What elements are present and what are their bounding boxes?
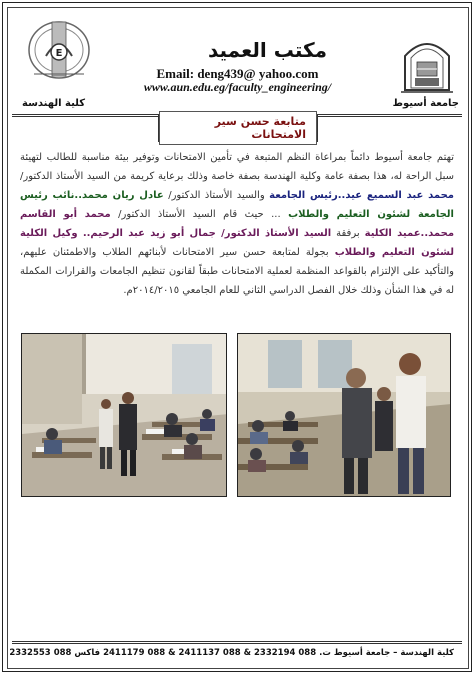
exam-hall-photo-left	[21, 333, 227, 497]
footer-divider	[12, 641, 462, 644]
footer-contact: كلية الهندسة – جامعة أسيوط ت. 088 2332194 & 088 2411137 & 088 2411179 فاكس 088 2332553	[9, 648, 454, 658]
article-text-3: ... حيث قام السيد الأستاذ الدكتور/	[110, 209, 289, 220]
office-title: مكتب العميد	[207, 38, 328, 62]
faculty-label: كلية الهندسة	[22, 98, 86, 109]
article-text-1: تهتم جامعة أسيوط دائماً بمراعاة النظم المتبعة في تأمين الامتحانات وتوفير بيئة مناسبة للطالب لتهيئة سبل الراحة له، هذا بصفة عامة وكلية الهندسة بصفة خاصة وذلك برعاية كريمة من السيد الأستاذ الدكتور/	[20, 152, 454, 182]
dean-name: محمد أبو القاسم محمد..عميد الكلية	[20, 209, 455, 239]
website-line[interactable]: www.aun.edu.eg/faculty_engineering/	[143, 80, 332, 94]
svg-text:E: E	[55, 48, 63, 59]
exam-hall-photo-right	[237, 333, 451, 497]
article-text-2: والسيد الأستاذ الدكتور/	[163, 190, 270, 201]
article-body	[20, 148, 454, 300]
vice-dean-name: السيد الأستاذ الدكتور/ جمال أبو زيد عبد الرحيم.. وكيل الكلية لشئون التعليم والطلاب	[20, 228, 454, 258]
article-text-5: بجولة لمتابعة حسن سير الامتحانات لأبنائهم الطلاب والاطمئنان عليهم، والتأكيد على الإلتزام بالقواعد المنظمة لعملية الامتحانات طبقاً لقانون تنظيم الجامعات والقرارات المكملة له في هذا الشأن وذلك خلال الفصل الدراسي الثاني للعام الجامعي ٢٠١٤/٢٠١٥م.	[20, 247, 454, 296]
banner-title: متابعة حسن سير الامتحانات	[159, 111, 317, 145]
university-president-name: محمد عبد السميع عيد..رئيس الجامعة	[269, 190, 454, 201]
vice-president-name: عادل ريان محمد..نائب رئيس الجامعة لشئون التعليم والطلاب	[20, 190, 454, 220]
university-label: جامعة أسيوط	[392, 98, 459, 109]
article-text-4: برفقة	[331, 228, 365, 239]
article-banner	[158, 114, 318, 142]
email-line[interactable]: Email: deng439@ yahoo.com	[156, 66, 319, 81]
